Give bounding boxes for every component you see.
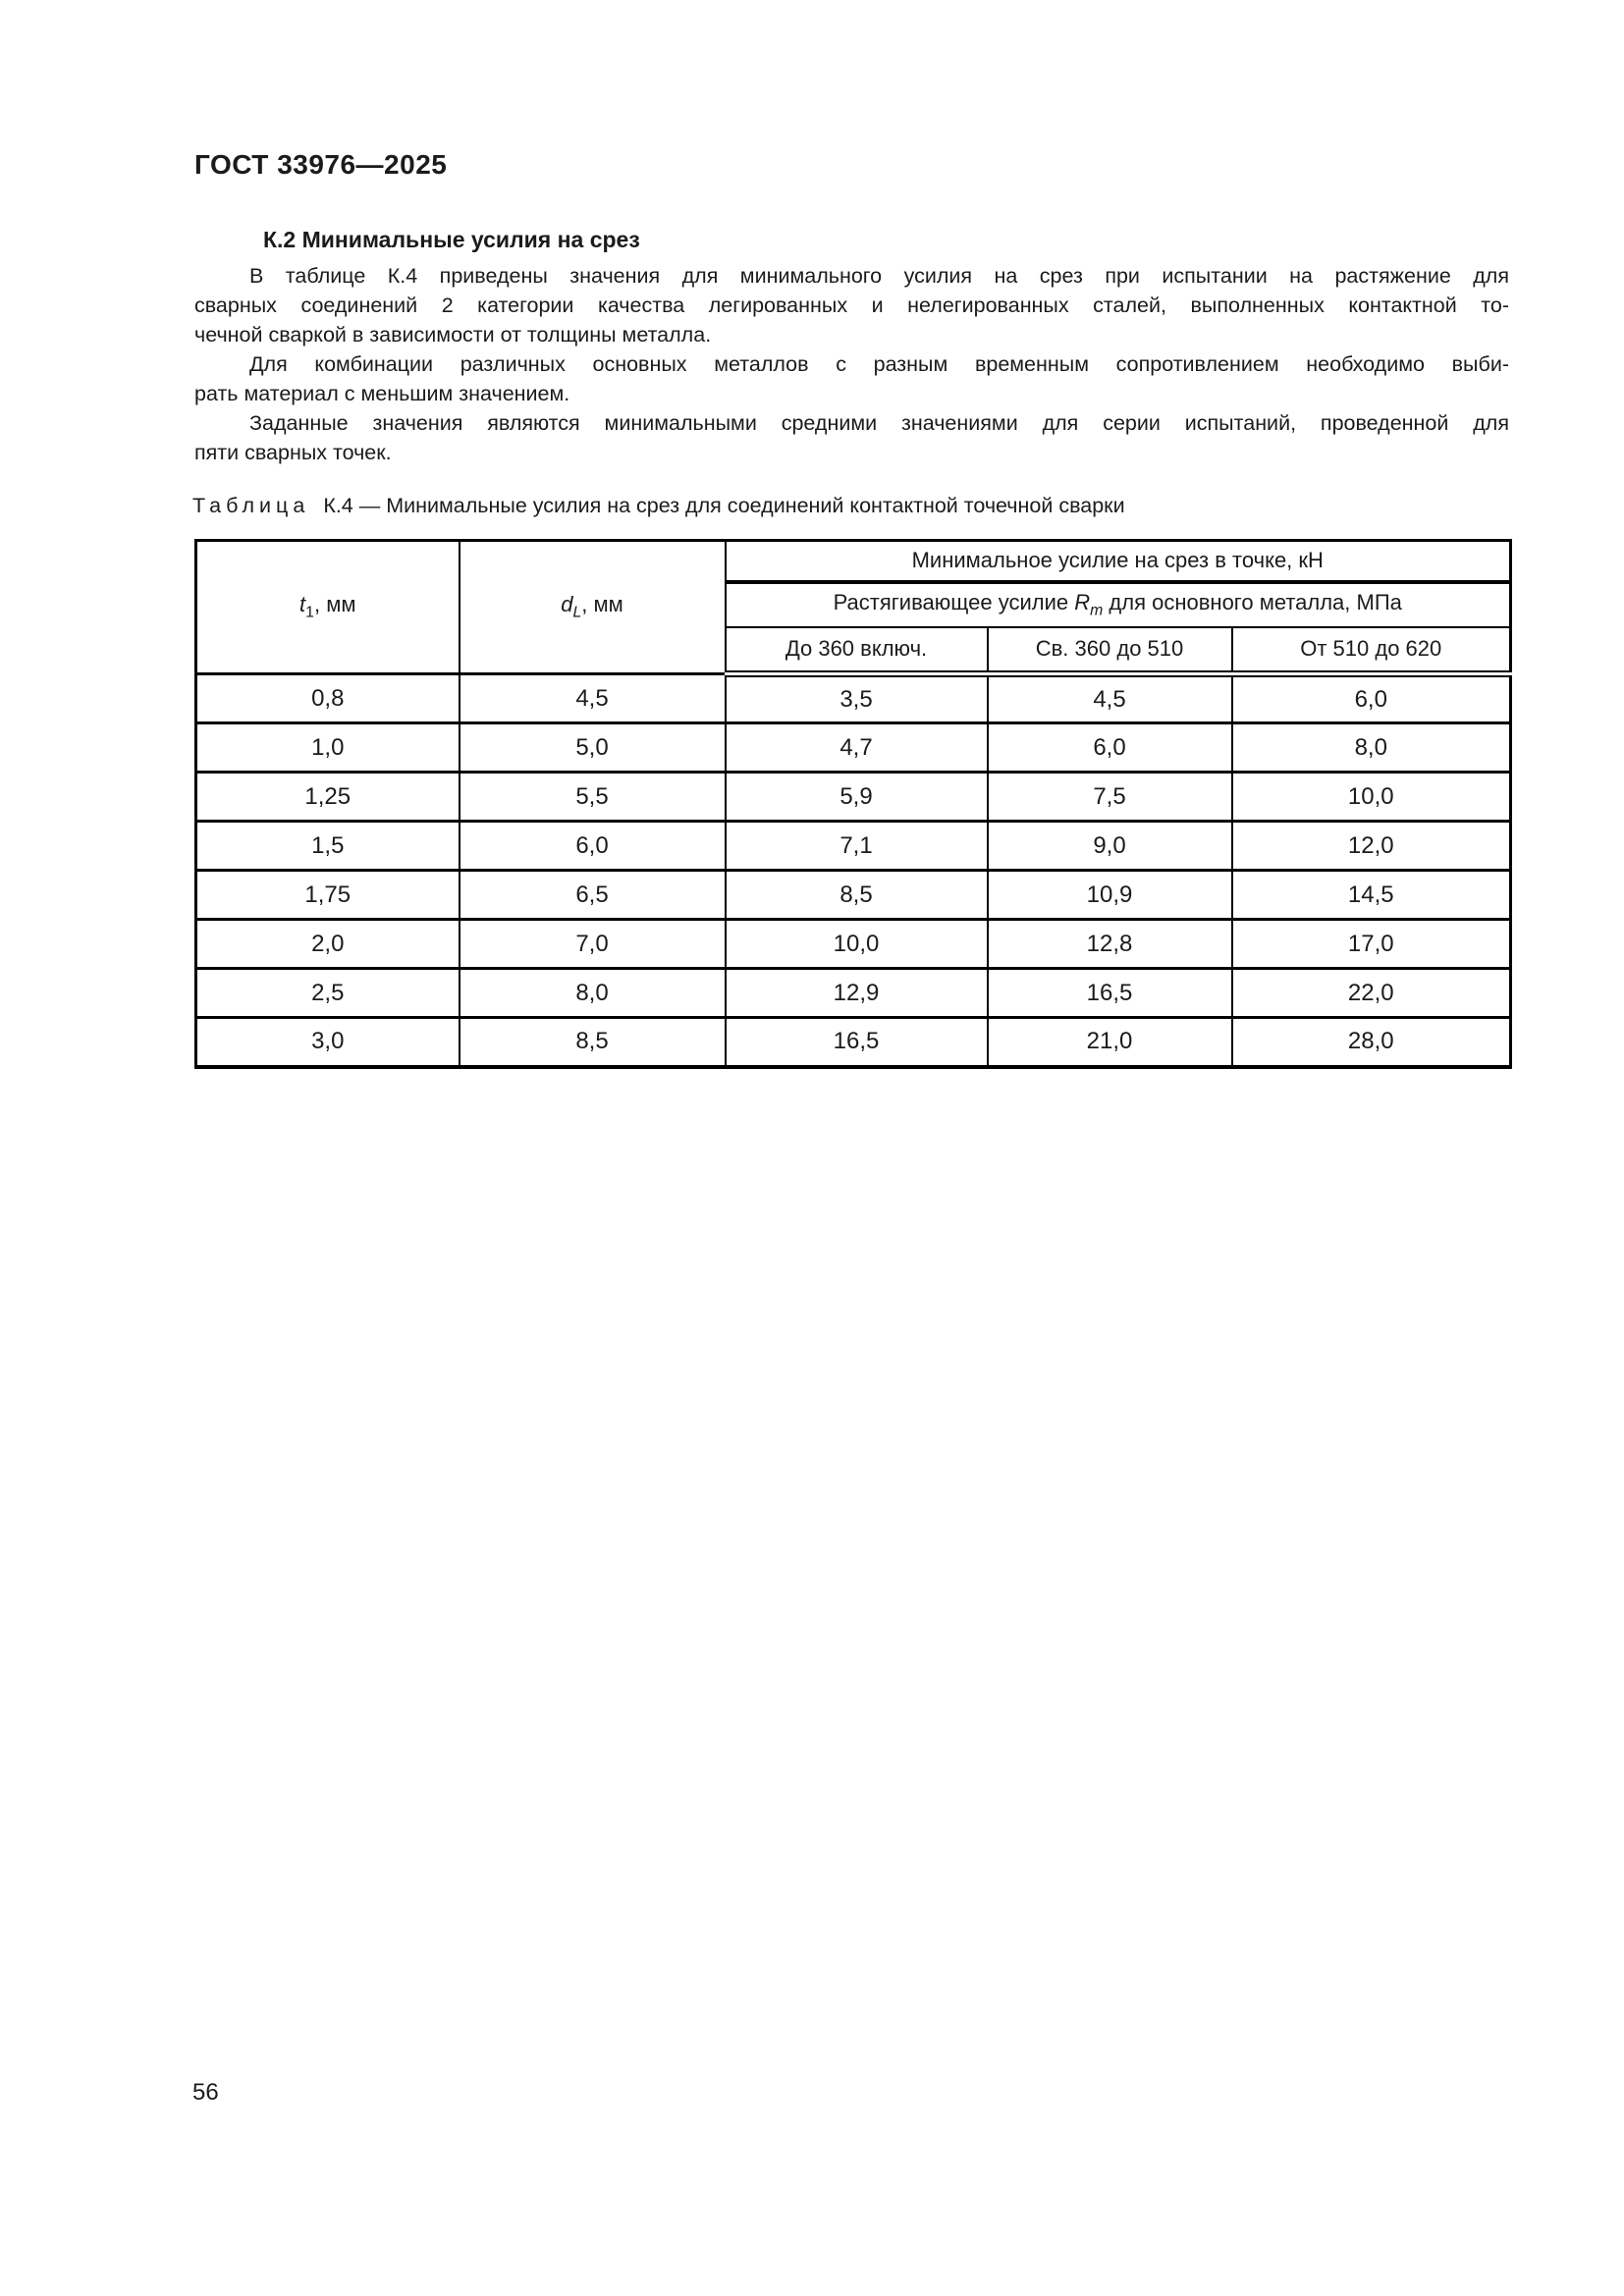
- symbol-t: t: [299, 592, 306, 617]
- document-standard-number: ГОСТ 33976—2025: [194, 149, 448, 180]
- table-cell: 3,5: [726, 674, 988, 723]
- page-number: 56: [192, 2079, 219, 2106]
- paragraph-line: пяти сварных точек.: [194, 441, 392, 464]
- table-cell: 22,0: [1232, 969, 1511, 1018]
- table-cell: 17,0: [1232, 920, 1511, 969]
- table-cell: 5,9: [726, 773, 988, 822]
- table-cell: 21,0: [988, 1018, 1232, 1067]
- table-cell: 9,0: [988, 822, 1232, 871]
- table-caption-text: К.4 — Минимальные усилия на срез для соединений контактной точечной сварки: [323, 494, 1125, 517]
- table-cell: 16,5: [988, 969, 1232, 1018]
- group-header-min-shear-force: Минимальное усилие на срез в точке, кН: [726, 541, 1511, 582]
- subheader-prefix: Растягивающее усилие: [833, 589, 1075, 614]
- subscript-m: m: [1090, 602, 1104, 619]
- table-cell: 16,5: [726, 1018, 988, 1067]
- table-cell: 12,0: [1232, 822, 1511, 871]
- paragraph-line: чечной сваркой в зависимости от толщины металла.: [194, 323, 712, 347]
- table-cell: 12,9: [726, 969, 988, 1018]
- table-cell: 7,5: [988, 773, 1232, 822]
- table-header: [196, 541, 1511, 674]
- table-cell: 6,0: [988, 723, 1232, 773]
- table-cell: 12,8: [988, 920, 1232, 969]
- table-k4: [194, 539, 1512, 1069]
- table-row: [196, 969, 1511, 1018]
- table-caption-label: Таблица: [192, 494, 310, 517]
- table-cell: 10,0: [1232, 773, 1511, 822]
- subscript-1: 1: [305, 604, 314, 621]
- table-row: [196, 723, 1511, 773]
- table-cell: 4,7: [726, 723, 988, 773]
- table-body: [196, 674, 1511, 1067]
- table-cell: 2,0: [196, 920, 460, 969]
- symbol-R: R: [1074, 589, 1091, 614]
- table-cell: 10,0: [726, 920, 988, 969]
- paragraph-1: [194, 261, 1509, 349]
- table-row: [196, 674, 1511, 723]
- section-heading: К.2 Минимальные усилия на срез: [263, 227, 640, 252]
- subscript-L: L: [572, 604, 582, 621]
- table-row: [196, 1018, 1511, 1067]
- paragraph-line: В таблице К.4 приведены значения для минимального усилия на срез при испытании на растяжение для: [249, 264, 1509, 288]
- table-cell: 1,5: [196, 822, 460, 871]
- paragraph-line: Для комбинации различных основных металлов с разным временным сопротивлением необходимо выби-: [249, 352, 1509, 376]
- table-caption: [192, 494, 1509, 518]
- table-row: [196, 871, 1511, 920]
- table-cell: 6,0: [1232, 674, 1511, 723]
- table-cell: 3,0: [196, 1018, 460, 1067]
- table-cell: 6,5: [460, 871, 726, 920]
- column-header-t1: [196, 541, 460, 674]
- table-cell: 5,0: [460, 723, 726, 773]
- table-cell: 14,5: [1232, 871, 1511, 920]
- table-cell: 0,8: [196, 674, 460, 723]
- table-row: [196, 773, 1511, 822]
- table-cell: 7,1: [726, 822, 988, 871]
- table-cell: 4,5: [460, 674, 726, 723]
- table-cell: 8,0: [1232, 723, 1511, 773]
- table-cell: 8,5: [726, 871, 988, 920]
- range-header-360-510: Св. 360 до 510: [988, 627, 1232, 674]
- table-cell: 8,0: [460, 969, 726, 1018]
- paragraph-3: [194, 408, 1509, 467]
- table-cell: 5,5: [460, 773, 726, 822]
- unit-mm: , мм: [581, 592, 623, 617]
- subheader-suffix: для основного металла, МПа: [1103, 589, 1402, 614]
- table-cell: 1,75: [196, 871, 460, 920]
- table-cell: 28,0: [1232, 1018, 1511, 1067]
- table-cell: 1,25: [196, 773, 460, 822]
- table-row: [196, 920, 1511, 969]
- range-header-up-to-360: До 360 включ.: [726, 627, 988, 674]
- column-header-dl: [460, 541, 726, 674]
- table-row: [196, 822, 1511, 871]
- subgroup-header-tensile-strength: [726, 582, 1511, 627]
- symbol-d: d: [561, 592, 573, 617]
- table-cell: 10,9: [988, 871, 1232, 920]
- range-header-510-620: От 510 до 620: [1232, 627, 1511, 674]
- paragraph-line: сварных соединений 2 категории качества легированных и нелегированных сталей, выполненных контактной то-: [194, 294, 1509, 317]
- paragraph-line: рать материал с меньшим значением.: [194, 382, 570, 405]
- table-cell: 8,5: [460, 1018, 726, 1067]
- unit-mm: , мм: [313, 592, 356, 617]
- table-cell: 1,0: [196, 723, 460, 773]
- table-cell: 4,5: [988, 674, 1232, 723]
- paragraph-2: [194, 349, 1509, 408]
- table-cell: 6,0: [460, 822, 726, 871]
- table-cell: 7,0: [460, 920, 726, 969]
- paragraph-line: Заданные значения являются минимальными средними значениями для серии испытаний, проведенной для: [249, 411, 1509, 435]
- table-cell: 2,5: [196, 969, 460, 1018]
